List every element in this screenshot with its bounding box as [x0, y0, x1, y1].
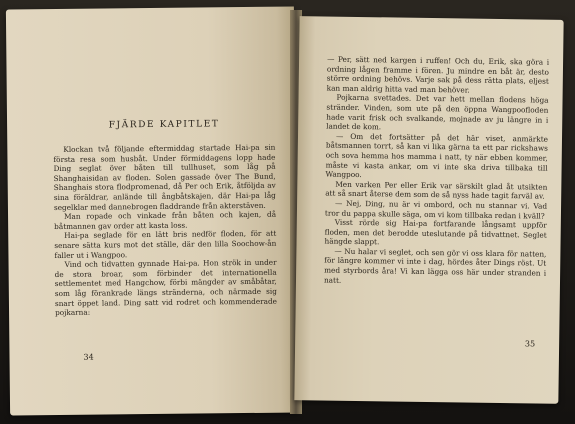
right-page — [294, 16, 563, 404]
paragraph: Man ropade och vinkade från båten och kajen, då båtmannen gav order att kasta loss. — [54, 209, 277, 231]
paragraph: Hai-pa seglade för en lätt bris nedför floden, för att senare sätta kurs mot det ställe, där den lilla Soochow-ån faller ut i Wangpoo. — [54, 229, 277, 260]
paragraph: — Om det fortsätter på det här viset, anmärkte båtsmannen torrt, så kan vi lika gärna ta ett par rickshaws och sova hemma hos mamma i natt, ty när ebben kommer, måste vi kasta ankar, om vi inte ska driva tillbaka till Wangpoo. — [325, 131, 549, 180]
paragraph: Men varken Per eller Erik var särskilt glad åt utsikten att så snart återse dem som de så nyss hade tagit farväl av. — [325, 179, 548, 201]
right-page-text — [324, 55, 549, 288]
left-page-text — [53, 119, 277, 318]
paragraph: Visst rörde sig Hai-pa fortfarande långsamt uppför floden, men det berodde uteslutande på tidvattnet. Seglet hängde slappt. — [324, 217, 547, 247]
chapter-title: FJÄRDE KAPITLET — [108, 119, 220, 131]
paragraph: — Nej, Ding, nu är vi ombord, och nu stannar vi. Vad tror du pappa skulle säga, om vi kom tillbaka redan i kväll? — [324, 198, 548, 221]
page-number-left: 34 — [83, 352, 94, 362]
left-page — [6, 7, 298, 416]
paragraph: — Nu halar vi seglet, och sen gör vi oss klara för natten, för längre kommer vi inte i dag, hördes åter Dings röst. Ut med styrbords åra! Vi kan lägga oss här under stranden i natt. — [323, 246, 547, 285]
page-number-right: 35 — [524, 339, 536, 349]
paragraph: Vind och tidvatten gynnade Hai-pa. Hon strök in under de stora broar, som förbinder det internationella settlementet med Hangchow, förbi mängder av småbåtar, som låg förankrade längs stränderna, och närmade sig snart öppet land. Ding satt vid rodret och kommenderade pojkarna: — [54, 257, 277, 318]
paragraph: — Per, sätt ned kargen i ruffen! Och du, Erik, ska göra i ordning lågen framme i fören. Ju mindre en båt är, desto större ordning behövs. Varje sak på dess rätta plats, eljest kan man aldrig hitta vad man behöver. — [326, 54, 550, 95]
paragraph: Pojkarna svettades. Det var hett mellan flodens höga stränder. Vinden, som ute på den öppna Wangpoofloden hade varit frisk och svalkande, mojnade av ju längre in i landet de kom. — [326, 93, 549, 132]
paragraph: Klockan två följande eftermiddag startade Hai-pa sin första resa som husbåt. Under förmiddagens lopp hade Ding seglat över båten till tullhuset, som låg på Shanghaisidan av floden. Solen gassade över The Bund, Shanghais stora flodpromenad, då Per och Erik, åtföljda av sina föräldrar, anlände till ångbåtskajen, där Hai-pa låg segelklar med dannebrogen fladdrande från akterstäven. — [53, 142, 276, 212]
